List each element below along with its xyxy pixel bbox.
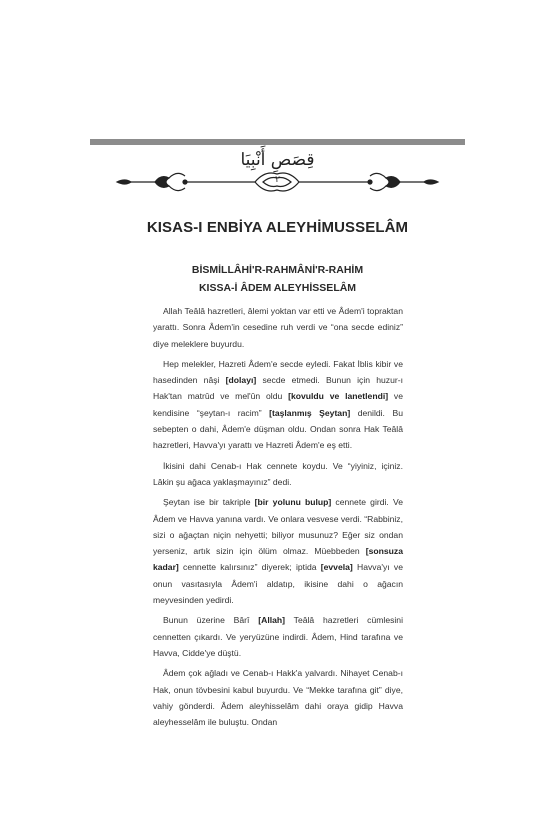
text-run: Âdem çok ağladı ve Cenab-ı Hakk'a yalvardı. Nihayet Cenab-ı Hak, onun tövbesini kabul buyurdu. Ve “Mekke tarafına git” diye, vahiy gönderdi. Âdem aleyhisselâm dahi oraya gidip Havva aleyhesselâm ile buluştu. Ondan [153,668,403,728]
text-run: Allah Teâlâ hazretleri, âlemi yoktan var etti ve Âdem'i topraktan yarattı. Sonra Âdem'in cesedine ruh verdi ve “ona secde ediniz” diye meleklere buyurdu. [153,306,403,349]
text-run: Havva'yı ve onun vasıtasıyla Âdem'i aldatıp, ikisine dahi o ağacın meyvesinden yedirdi. [153,562,403,606]
gloss-term: [taşlanmış Şeytan] [269,407,351,418]
text-run: Bunun üzerine Bârî [163,615,259,626]
gloss-term: [dolayı] [225,375,257,386]
text-run: ve kendisine “şeytan-ı racim” [153,391,403,418]
running-header-title: قِصَصِ أَنْبِيَا [240,150,315,170]
text-run: Hep melekler, Hazreti Âdem'e secde eyledi. Fakat İblis kibir ve hasedinden nâşi [153,358,403,386]
gloss-term: [evvela] [320,562,353,573]
paragraph [153,303,403,352]
body-text [153,303,403,734]
paragraph [153,665,403,730]
text-run: Teâlâ hazretleri cümlesini cennetten çıkardı. Ve yeryüzüne indirdi. Âdem, Hind tarafına ve Havva, Cidde'ye düştü. [153,615,403,658]
paragraph [153,494,403,608]
gloss-term: [bir yolunu bulup] [254,497,332,508]
text-run: cennette kalırsınız” diyerek; iptida [178,562,321,573]
page-number: ٢ [275,175,280,185]
text-run: denildi. Bu sebepten o dahi, Âdem'e düşman oldu. Ondan sonra Hak Teâlâ hazretleri, Havva'yı yarattı ve Hazreti Âdem'e eş etti. [153,407,403,451]
text-run: cennete girdi. Ve Âdem ve Havva yanına vardı. Ve onlara vesvese verdi. “Rabbiniz, sizi o ağaçtan niçin nehyetti; biliyor musunuz? Eğer siz ondan yerseniz, artık sizin için ölüm olmaz. Müebbeden [153,497,403,557]
basmala-heading: BİSMİLLÂHİ'R-RAHMÂNİ'R-RAHİM [191,264,364,276]
chapter-title: KISAS-I ENBİYA ALEYHİMUSSELÂM [146,219,409,236]
text-run: secde etmedi. Bunun için huzur-ı Hak'tan matrûd ve mel'ûn oldu [153,375,403,402]
paragraph [153,458,403,491]
gloss-term: [Allah] [258,615,285,626]
text-run: İkisini dahi Cenab-ı Hak cennete koydu. Ve “yiyiniz, içiniz. Lâkin şu ağaca yaklaşmayınız” dedi. [153,460,403,487]
text-run: Şeytan ise bir takriple [163,497,255,508]
paragraph [153,356,403,454]
gloss-term: [sonsuza kadar] [153,546,403,573]
header-rule [90,139,465,145]
gloss-term: [kovuldu ve lanetlendi] [288,391,389,402]
paragraph [153,612,403,661]
section-heading: KISSA-İ ÂDEM ALEYHİSSELÂM [198,282,357,294]
